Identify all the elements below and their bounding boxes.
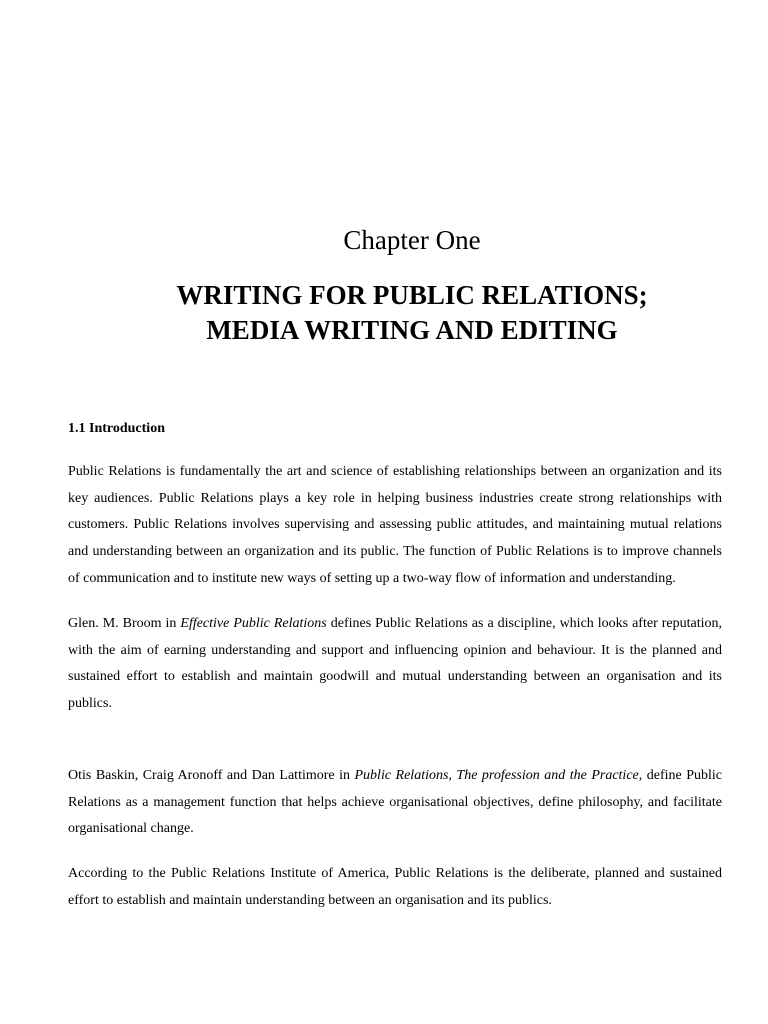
section-heading: 1.1 Introduction [68,421,165,436]
chapter-label: Chapter One [343,225,481,255]
paragraph-text: According to the Public Relations Institute of America, Public Relations is the deliberate, planned and sustained effort to establish and maintain understanding between an organisation and its publics. [68,866,722,908]
paragraph-text-after: defines Public Relations as a discipline, which looks after reputation, with the aim of earning understanding and support and influencing opinion and behaviour. It is the planned and sustained effort to establish and maintain goodwill and mutual understanding between an organisation and its publics. [68,616,722,712]
chapter-title [0,278,768,348]
paragraph-1 [68,459,722,593]
paragraph-text-after: , define Public Relations as a management function that helps achieve organisational objectives, define philosophy, and facilitate organisational change. [68,768,722,837]
paragraph-text: Public Relations is fundamentally the art and science of establishing relationships between an organization and its key audiences. Public Relations plays a key role in helping business industries create strong relationships with customers. Public Relations involves supervising and assessing public attitudes, and maintaining mutual relations and understanding between an organization and its public. The function of Public Relations is to improve channels of communication and to institute new ways of setting up a two-way flow of information and understanding. [68,464,722,586]
paragraph-text-before: Glen. M. Broom in [68,616,181,631]
paragraph-4 [68,861,722,914]
book-title-italic: Effective Public Relations [180,616,327,631]
paragraph-text [68,763,722,843]
book-title-italic: Public Relations, The profession and the Practice [354,768,639,783]
paragraph-2 [68,611,722,718]
paragraph-3 [68,763,722,843]
chapter-title-line-2: MEDIA WRITING AND EDITING [206,315,618,345]
paragraph-text-before: Otis Baskin, Craig Aronoff and Dan Lattimore in [68,768,355,783]
chapter-title-line-1: WRITING FOR PUBLIC RELATIONS; [176,280,648,310]
paragraph-text [68,611,722,718]
